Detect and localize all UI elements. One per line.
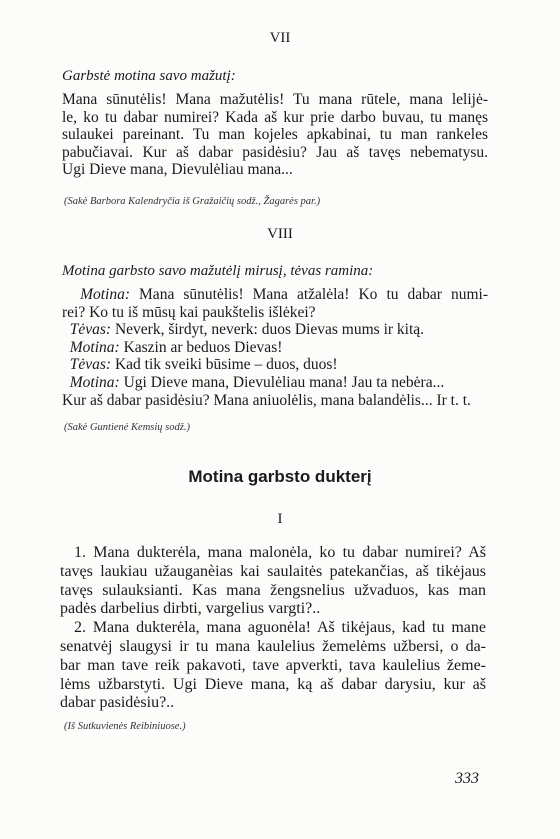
source-note: (Iš Sutkuvienės Reibiniuose.) — [64, 721, 186, 732]
text-line: bar man tave reik pakavoti, tave apverkti, tava kaulelius žeme- — [60, 656, 486, 674]
line-text: Mana sūnutėlis! Mana atžalėla! Ko tu dabar numi- — [130, 286, 489, 303]
text-line — [62, 286, 488, 304]
text-line: 1. Mana dukterėla, mana malonėla, ko tu dabar numirei? Aš — [74, 544, 486, 561]
section-intro: Garbstė motina savo mažutį: — [62, 68, 236, 84]
text-line: Mana sūnutėlis! Mana mažutėlis! Tu mana rūtele, mana lelijė- — [62, 91, 488, 108]
source-note: (Sakė Guntienė Kemsių sodž.) — [64, 422, 190, 433]
section-numeral-i: I — [277, 511, 283, 527]
text-line: tavęs laukiau užauganèias kai saulaitės patekančias, aš tikėjaus — [60, 562, 486, 580]
line-text: Ugi Dieve mana, Dievulėliau mana! Jau ta nebėra... — [119, 373, 445, 391]
text-line: 2. Mana dukterėla, mana aguonėla! Aš tikėjaus, kad tu mane — [74, 619, 486, 637]
text-line — [62, 356, 488, 374]
line-text: Kaszin ar beduos Dievas! — [119, 338, 283, 356]
speaker-label: Tėvas: — [69, 321, 112, 339]
section-numeral-vii: VII — [269, 30, 291, 46]
text-line: pabučiavai. Kur aš dabar pasidėsiu? Jau aš tavęs nebematysu. — [62, 143, 488, 161]
text-line: Kur aš dabar pasidėsiu? Mana aniuolėlis, mana balandėlis... Ir t. t. — [62, 391, 471, 409]
text-line: padės darbelius dirbti, vargelius vargti?.. — [60, 600, 321, 618]
paragraph-i — [60, 544, 486, 713]
section-numeral-viii: VIII — [267, 226, 293, 242]
text-line — [62, 339, 488, 357]
text-line: tavęs sulauksianti. Kas mana žengsnelius užvaduos, kas man — [60, 581, 486, 599]
section-intro: Motina garbsto savo mažutėlį mirusį, tėvas ramina: — [62, 263, 374, 279]
text-line: rei? Ko tu iš mūsų kai paukštelis išlėkei? — [62, 303, 316, 321]
text-line: le, ko tu dabar numirei? Kada aš kur prie darbo buvau, tu manęs — [62, 108, 488, 126]
section-heading: Motina garbsto dukterį — [188, 467, 372, 486]
text-line: senatvėj slaugysi ir tu mana kaulelius žemelėms užbersi, o da- — [60, 637, 486, 655]
speaker-label: Motina: — [69, 373, 120, 391]
line-text: Kad tik sveiki būsime – duos, duos! — [111, 356, 338, 374]
text-line: lėms užbarstyti. Ugi Dieve mana, ką aš dabar darysiu, kur aš — [60, 675, 486, 693]
line-text: Neverk, širdyt, neverk: duos Dievas mums ir kitą. — [111, 321, 425, 339]
speaker-label: Motina: — [80, 286, 130, 303]
page-number: 333 — [455, 770, 479, 787]
speaker-label: Motina: — [69, 338, 120, 356]
text-line: dabar pasidėsiu?.. — [60, 694, 175, 712]
paragraph-vii — [62, 91, 488, 179]
text-line — [62, 374, 488, 392]
speaker-label: Tėvas: — [69, 356, 112, 374]
text-line: Ugi Dieve mana, Dievulėliau mana... — [62, 161, 293, 179]
text-line — [62, 321, 488, 339]
paragraph-viii — [62, 286, 488, 409]
source-note: (Sakė Barbora Kalendryčia iš Gražaičių sodž., Žagarės par.) — [64, 196, 321, 207]
text-line: sulaukei pareinant. Tu man kojeles apkabinai, tu man rankeles — [62, 126, 488, 144]
